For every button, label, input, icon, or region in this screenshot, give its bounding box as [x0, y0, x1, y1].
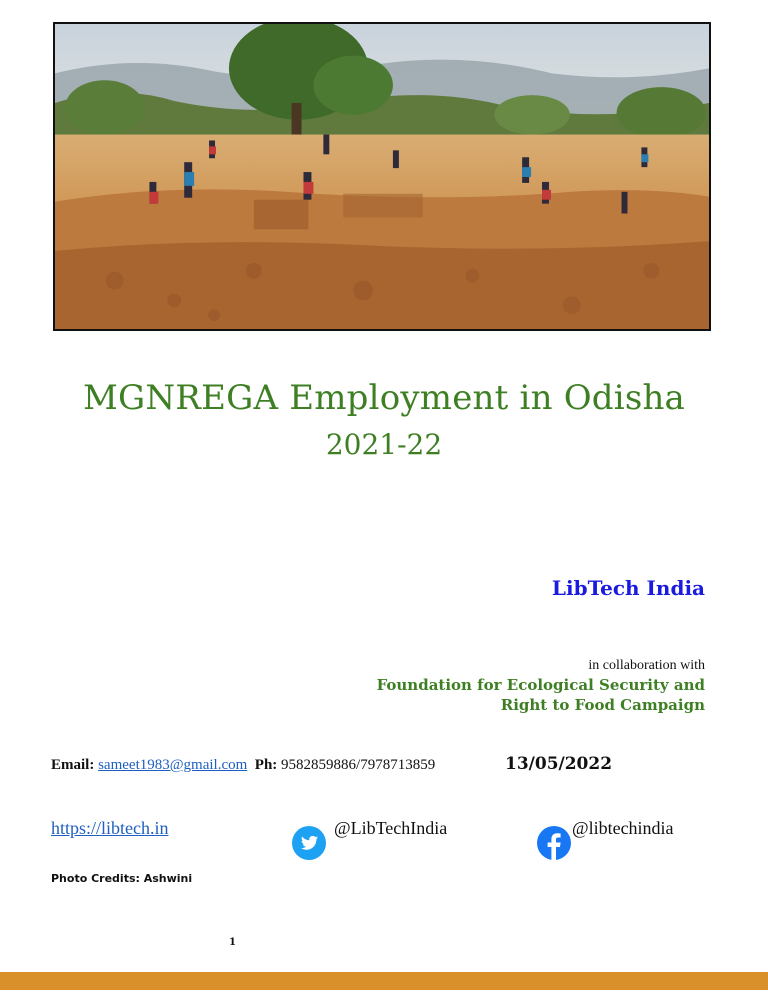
photo-illustration [55, 24, 709, 329]
partner-line-2: Right to Food Campaign [500, 696, 705, 714]
contact-line [51, 757, 435, 774]
facebook-handle[interactable]: @libtechindia [572, 818, 674, 838]
email-link[interactable]: sameet1983@gmail.com [98, 757, 248, 773]
twitter-bird-icon[interactable] [292, 826, 326, 860]
document-date: 13/05/2022 [505, 754, 613, 774]
facebook-logo-icon[interactable] [537, 826, 571, 860]
footer-bar [0, 972, 768, 990]
photo-credits: Photo Credits: Ashwini [51, 872, 193, 885]
phone-label: Ph: [254, 757, 278, 773]
document-title: MGNREGA Employment in Odisha [82, 378, 686, 418]
twitter-handle[interactable]: @LibTechIndia [334, 818, 448, 838]
document-year: 2021-22 [325, 428, 443, 461]
cover-photo [53, 22, 711, 331]
page-number: 1 [229, 937, 236, 948]
collaboration-note: in collaboration with [588, 658, 705, 673]
phone-number: 9582859886/7978713859 [281, 757, 436, 773]
website-link[interactable]: https://libtech.in [51, 818, 169, 838]
email-label: Email: [51, 757, 95, 773]
partner-line-1: Foundation for Ecological Security and [376, 676, 705, 694]
organization-name: LibTech India [551, 576, 705, 600]
